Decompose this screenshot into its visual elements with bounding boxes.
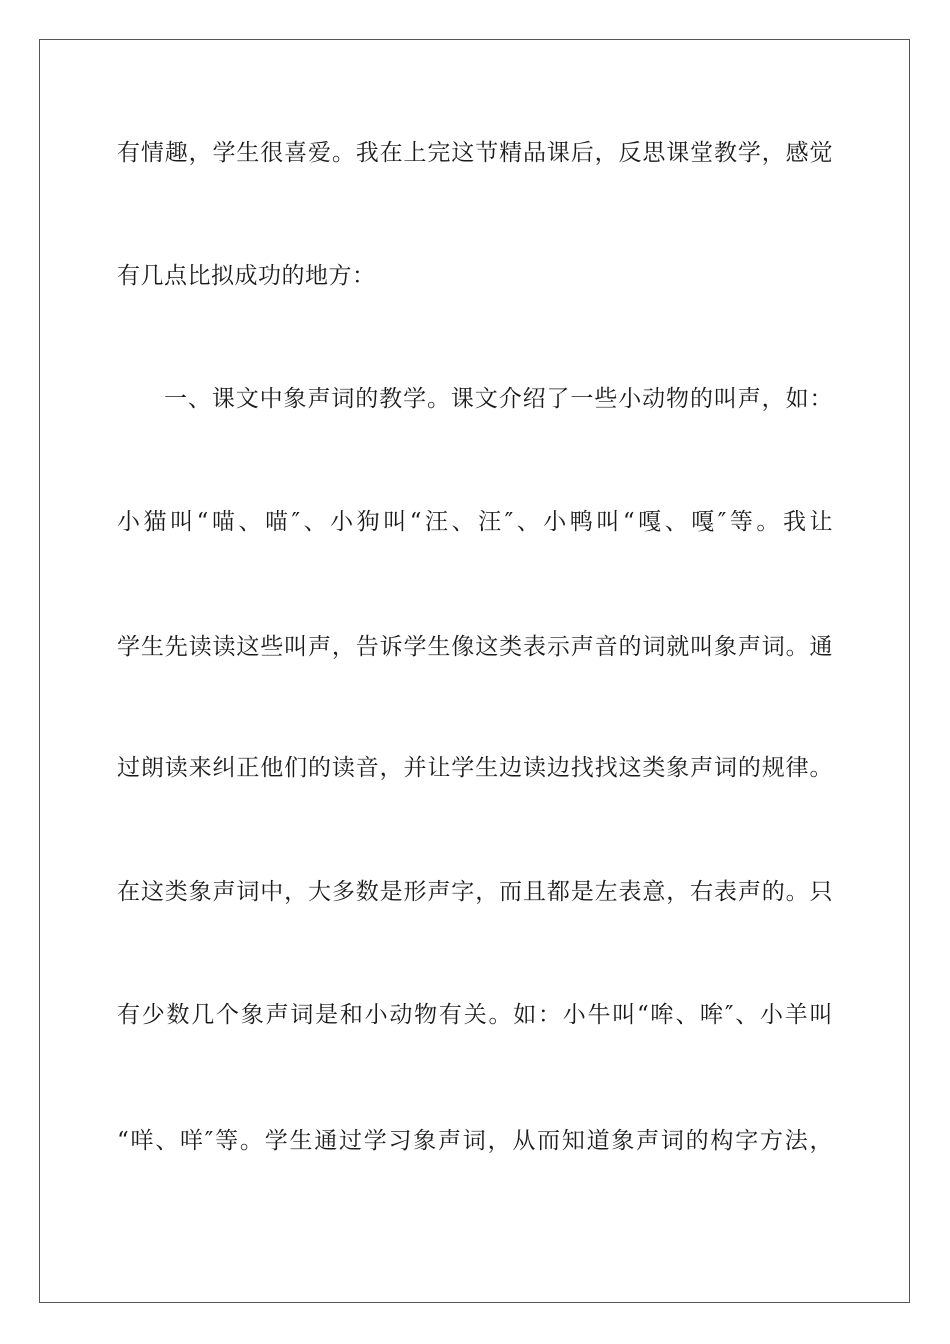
page-border xyxy=(39,39,910,1303)
text-line-9: “咩、咩″等。学生通过学习象声词，从而知道象声词的构字方法， xyxy=(117,1128,833,1154)
text-line-7: 在这类象声词中，大多数是形声字，而且都是左表意，右表声的。只 xyxy=(117,879,833,905)
text-line-4: 小猫叫“喵、喵″、小狗叫“汪、汪″、小鸭叫“嘎、嘎″等。我让 xyxy=(117,509,833,535)
text-line-8: 有少数几个象声词是和小动物有关。如：小牛叫“哞、哞″、小羊叫 xyxy=(117,1002,833,1028)
section-heading-line: 一、课文中象声词的教学。课文介绍了一些小动物的叫声，如： xyxy=(164,386,833,412)
text-line-5: 学生先读读这些叫声，告诉学生像这类表示声音的词就叫象声词。通 xyxy=(117,634,833,660)
text-line-2: 有几点比拟成功的地方： xyxy=(117,263,376,289)
text-line-1: 有情趣，学生很喜爱。我在上完这节精品课后，反思课堂教学，感觉 xyxy=(117,140,833,166)
text-line-6: 过朗读来纠正他们的读音，并让学生边读边找找这类象声词的规律。 xyxy=(117,755,833,781)
